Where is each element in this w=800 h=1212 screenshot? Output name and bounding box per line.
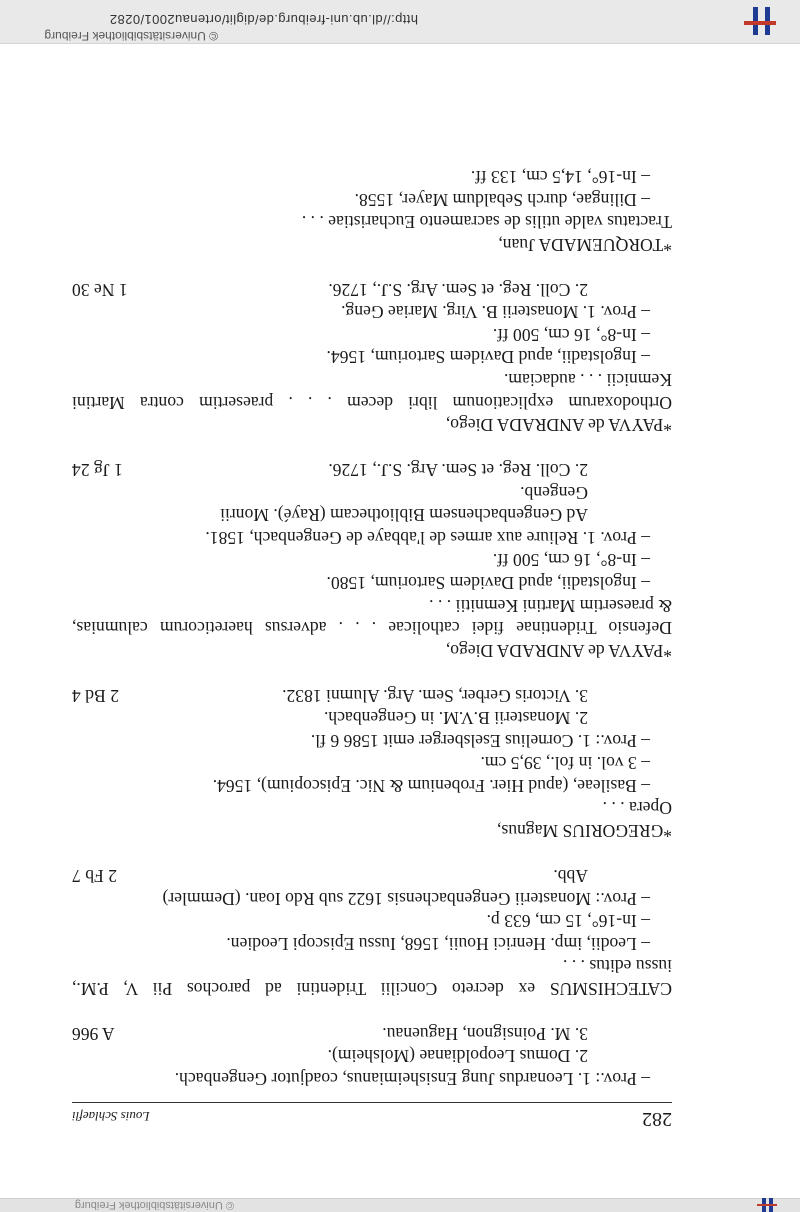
page-number: 282	[642, 1108, 672, 1130]
line-text: – Prov. 1. Monasterii B. Virg. Mariae Geng.	[341, 302, 650, 323]
source-url[interactable]: http://dl.ub.uni-freiburg.de/diglit/ortenau2001/0282	[109, 12, 418, 27]
entry-detail-line	[72, 323, 672, 346]
line-text: Kemnicii . . . audaciam.	[503, 370, 672, 391]
line-text: Opera . . .	[602, 798, 672, 819]
line-text: – Ingolstadii, apud Davidem Sartorium, 1580.	[326, 572, 650, 593]
line-text: Tractatus valde utilis de sacramento Eucharistiae . . .	[301, 212, 672, 233]
copyright-note: © Universitätsbibliothek Freiburg	[74, 1199, 234, 1211]
shelfmark: 1 Ne 30	[72, 279, 128, 300]
viewer-top-bar	[0, 1198, 800, 1212]
entry-detail-line	[72, 1045, 672, 1068]
line-text: Gengenb.	[520, 482, 588, 503]
shelfmark: A 966	[72, 1023, 115, 1044]
entry-detail-line	[72, 684, 672, 707]
line-text: – In-8°, 16 cm, 500 ff.	[492, 324, 650, 345]
scanned-page	[0, 44, 800, 1198]
entry-heading-line	[72, 369, 672, 392]
line-text: – Prov. 1. Reliure aux armes de l'abbaye de Gengenbach, 1581.	[205, 527, 650, 548]
shelfmark: 1 Jg 24	[72, 460, 123, 481]
entry-heading-line	[72, 955, 672, 978]
library-logo-icon	[752, 1198, 780, 1212]
line-text: Defensio Tridentinae fidei catholicae . . . adversus haereticorum calumnias,	[72, 618, 672, 639]
line-text: – 3 vol. in fol., 39,5 cm.	[480, 753, 650, 774]
entry-detail-line	[72, 729, 672, 752]
entry-detail-line	[72, 1067, 672, 1090]
entry-detail-line	[72, 1022, 672, 1045]
entry-detail-line	[72, 887, 672, 910]
line-text: *GREGORIUS Magnus,	[497, 820, 672, 841]
line-text: – Leodii, imp. Henrici Houii, 1568, Iussu Episcopi Leodien.	[226, 933, 650, 954]
entry-detail-line	[72, 932, 672, 955]
viewer-bottom-bar	[0, 0, 800, 44]
line-text: & praesertim Martini Kemnitii . . .	[429, 595, 672, 616]
line-text: – Dilingae, durch Sebaldum Mayer, 1558.	[354, 189, 650, 210]
line-text: *TORQUEMADA Juan,	[498, 234, 672, 255]
entry-heading-line	[72, 211, 672, 234]
line-text: Orthodoxarum explicationum libri decem . . . praesertim contra Martini	[72, 392, 672, 413]
entry-detail-line	[72, 346, 672, 369]
page-header	[72, 1102, 672, 1132]
line-text: – Prov.: Monasterii Gengenbachensis 1622 sub Rdo Ioan. (Demmler)	[162, 888, 650, 909]
entry-heading-line	[72, 797, 672, 820]
entry-detail-line	[72, 504, 672, 527]
running-head-author: Louis Schlaefli	[72, 1109, 150, 1124]
entry-detail-line	[72, 166, 672, 189]
entry-detail-line	[72, 301, 672, 324]
entry-heading-line	[72, 594, 672, 617]
line-text: – Ingolstadii, apud Davidem Sartorium, 1564.	[326, 347, 650, 368]
entry-heading-line	[72, 977, 672, 1000]
entry-detail-line	[72, 752, 672, 775]
library-logo-icon	[740, 5, 780, 37]
line-text: *PAYVA de ANDRADA Diego,	[445, 415, 672, 436]
line-text: 2. Coll. Reg. et Sem. Arg. S.J., 1726.	[328, 460, 588, 481]
catalogue-text	[72, 166, 672, 1090]
shelfmark: 2 Fb 7	[72, 866, 117, 887]
line-text: CATECHISMUS ex decreto Concilii Tridentini ad parochos Pii V, P.M.,	[72, 978, 672, 999]
entry-heading-line	[72, 391, 672, 414]
entry-heading-line	[72, 617, 672, 640]
line-text: iussu editus . . .	[563, 956, 672, 977]
entry-heading-line	[72, 233, 672, 256]
line-text: 2. Monasterii B.V.M. in Gengenbach.	[323, 708, 588, 729]
entry-detail-line	[72, 278, 672, 301]
line-text: – Basileae, (apud Hier. Frobenium & Nic. Episcopium), 1564.	[212, 775, 650, 796]
line-text: Abb.	[553, 866, 588, 887]
line-text: – Prov.: 1. Cornelius Eselsberger emit 1586 6 fl.	[310, 730, 650, 751]
line-text: – In-8°, 16 cm, 500 ff.	[492, 550, 650, 571]
line-text: 2. Domus Leopoldianae (Molsheim).	[327, 1046, 588, 1067]
line-text: 3. M. Poinsignon, Haguenau.	[382, 1023, 588, 1044]
entry-detail-line	[72, 481, 672, 504]
entry-detail-line	[72, 188, 672, 211]
shelfmark: 2 Bd 4	[72, 685, 119, 706]
entry-detail-line	[72, 707, 672, 730]
line-text: 3. Victoris Gerber, Sem. Arg. Alumni 1832.	[282, 685, 588, 706]
entry-detail-line	[72, 549, 672, 572]
entry-detail-line	[72, 571, 672, 594]
entry-detail-line	[72, 459, 672, 482]
entry-detail-line	[72, 526, 672, 549]
line-text: *PAYVA de ANDRADA Diego,	[445, 640, 672, 661]
line-text: – Prov.: 1. Leonardus Jung Ensisheimianus, coadjutor Gengenbach.	[174, 1069, 650, 1089]
line-text: – In-16°, 15 cm, 633 p.	[486, 911, 650, 932]
line-text: 2. Coll. Reg. et Sem. Arg. S.J., 1726.	[328, 279, 588, 300]
entry-detail-line	[72, 910, 672, 933]
line-text: – In-16°, 14,5 cm, 133 ff.	[470, 167, 650, 188]
entry-heading-line	[72, 819, 672, 842]
entry-detail-line	[72, 774, 672, 797]
entry-heading-line	[72, 414, 672, 437]
line-text: Ad Gengenbachensem Bibliothecam (Rayé). Monrii	[220, 505, 588, 526]
entry-detail-line	[72, 865, 672, 888]
entry-heading-line	[72, 639, 672, 662]
copyright-note: © Universitätsbibliothek Freiburg	[44, 29, 218, 43]
